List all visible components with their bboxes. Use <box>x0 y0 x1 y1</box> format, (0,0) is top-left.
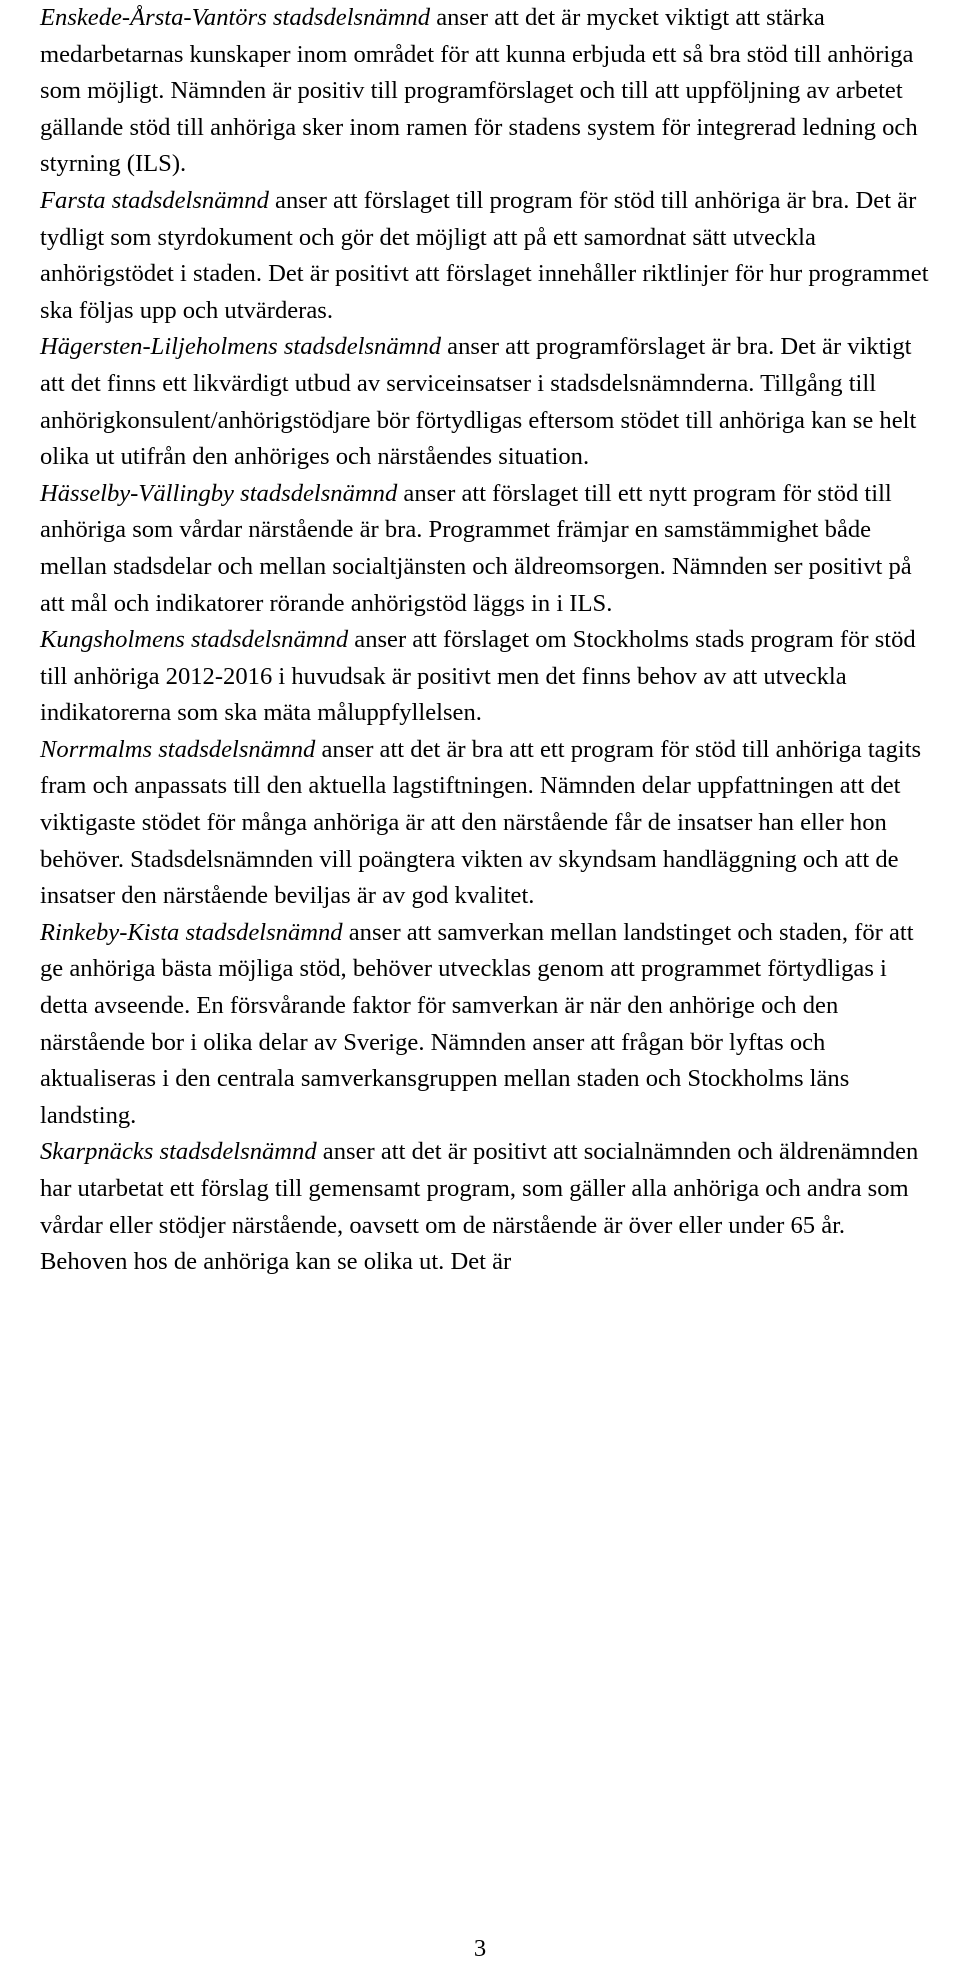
committee-name: Rinkeby-Kista stadsdelsnämnd <box>40 918 343 946</box>
document-body <box>40 0 935 1281</box>
paragraph-text: anser att det är bra att ett program för stöd till anhöriga tagits fram och anpassats till den aktuella lagstiftningen. Nämnden delar uppfattningen att det viktigaste stödet för många anhöriga är att den närstående får de insatser han eller hon behöver. Stadsdelsnämnden vill poängtera vikten av skyndsam handläggning och att de insatser den närstående beviljas är av god kvalitet. <box>40 735 922 910</box>
paragraph-farsta <box>40 183 935 329</box>
paragraph-text: anser att förslaget till ett nytt program för stöd till anhöriga som vårdar närstående är bra. Programmet främjar en samstämmighet både mellan stadsdelar och mellan socialtjänsten och äldreomsorgen. Nämnden ser positivt på att mål och indikatorer rörande anhörigstöd läggs in i ILS. <box>40 479 912 617</box>
paragraph-rinkeby-kista <box>40 915 935 1135</box>
committee-name: Norrmalms stadsdelsnämnd <box>40 735 316 763</box>
committee-name: Farsta stadsdelsnämnd <box>40 186 269 214</box>
page-number: 3 <box>473 1935 487 1962</box>
committee-name: Enskede-Årsta-Vantörs stadsdelsnämnd <box>40 4 431 31</box>
paragraph-kungsholmen <box>40 622 935 732</box>
paragraph-hasselby-vallingby <box>40 476 935 622</box>
committee-name: Kungsholmens stadsdelsnämnd <box>40 626 349 654</box>
paragraph-enskede-arsta-vantor <box>40 0 935 183</box>
committee-name: Hässelby-Vällingby stadsdelsnämnd <box>40 479 398 507</box>
paragraph-norrmalm <box>40 732 935 915</box>
paragraph-skarpnack <box>40 1134 935 1280</box>
paragraph-text: anser att programförslaget är bra. Det är viktigt att det finns ett likvärdigt utbud av serviceinsatser i stadsdelsnämnderna. Tillgång till anhörigkonsulent/anhörigstödjare bör förtydligas eftersom stödet till anhöriga kan se helt olika ut utifrån den anhöriges och närståendes situation. <box>40 333 917 471</box>
committee-name: Hägersten-Liljeholmens stadsdelsnämnd <box>40 333 441 361</box>
committee-name: Skarpnäcks stadsdelsnämnd <box>40 1138 317 1166</box>
paragraph-text: anser att förslaget om Stockholms stads program för stöd till anhöriga 2012-2016 i huvudsak är positivt men det finns behov av att utveckla indikatorerna som ska mäta måluppfyllelsen. <box>40 626 916 727</box>
paragraph-text: anser att förslaget till program för stöd till anhöriga är bra. Det är tydligt som styrdokument och gör det möjligt att på ett samordnat sätt utveckla anhörigstödet i staden. Det är positivt att förslaget innehåller riktlinjer för hur programmet ska följas upp och utvärderas. <box>40 186 929 324</box>
paragraph-text: anser att det är positivt att socialnämnden och äldrenämnden har utarbetat ett förslag till gemensamt program, som gäller alla anhöriga och andra som vårdar eller stödjer närstående, oavsett om de närstående är över eller under 65 år. Behoven hos de anhöriga kan se olika ut. Det är <box>40 1138 919 1276</box>
paragraph-hagersten-liljeholmen <box>40 329 935 475</box>
paragraph-text: anser att samverkan mellan landstinget och staden, för att ge anhöriga bästa möjliga stöd, behöver utvecklas genom att programmet förtydligas i detta avseende. En försvårande faktor för samverkan är när den anhörige och den närstående bor i olika delar av Sverige. Nämnden anser att frågan bör lyftas och aktualiseras i den centrala samverkansgruppen mellan staden och Stockholms läns landsting. <box>40 918 914 1129</box>
paragraph-text: anser att det är mycket viktigt att stärka medarbetarnas kunskaper inom området för att kunna erbjuda ett så bra stöd till anhöriga som möjligt. Nämnden är positiv till programförslaget och till att uppföljning av arbetet gällande stöd till anhöriga sker inom ramen för stadens system för integrerad ledning och styrning (ILS). <box>40 4 918 178</box>
